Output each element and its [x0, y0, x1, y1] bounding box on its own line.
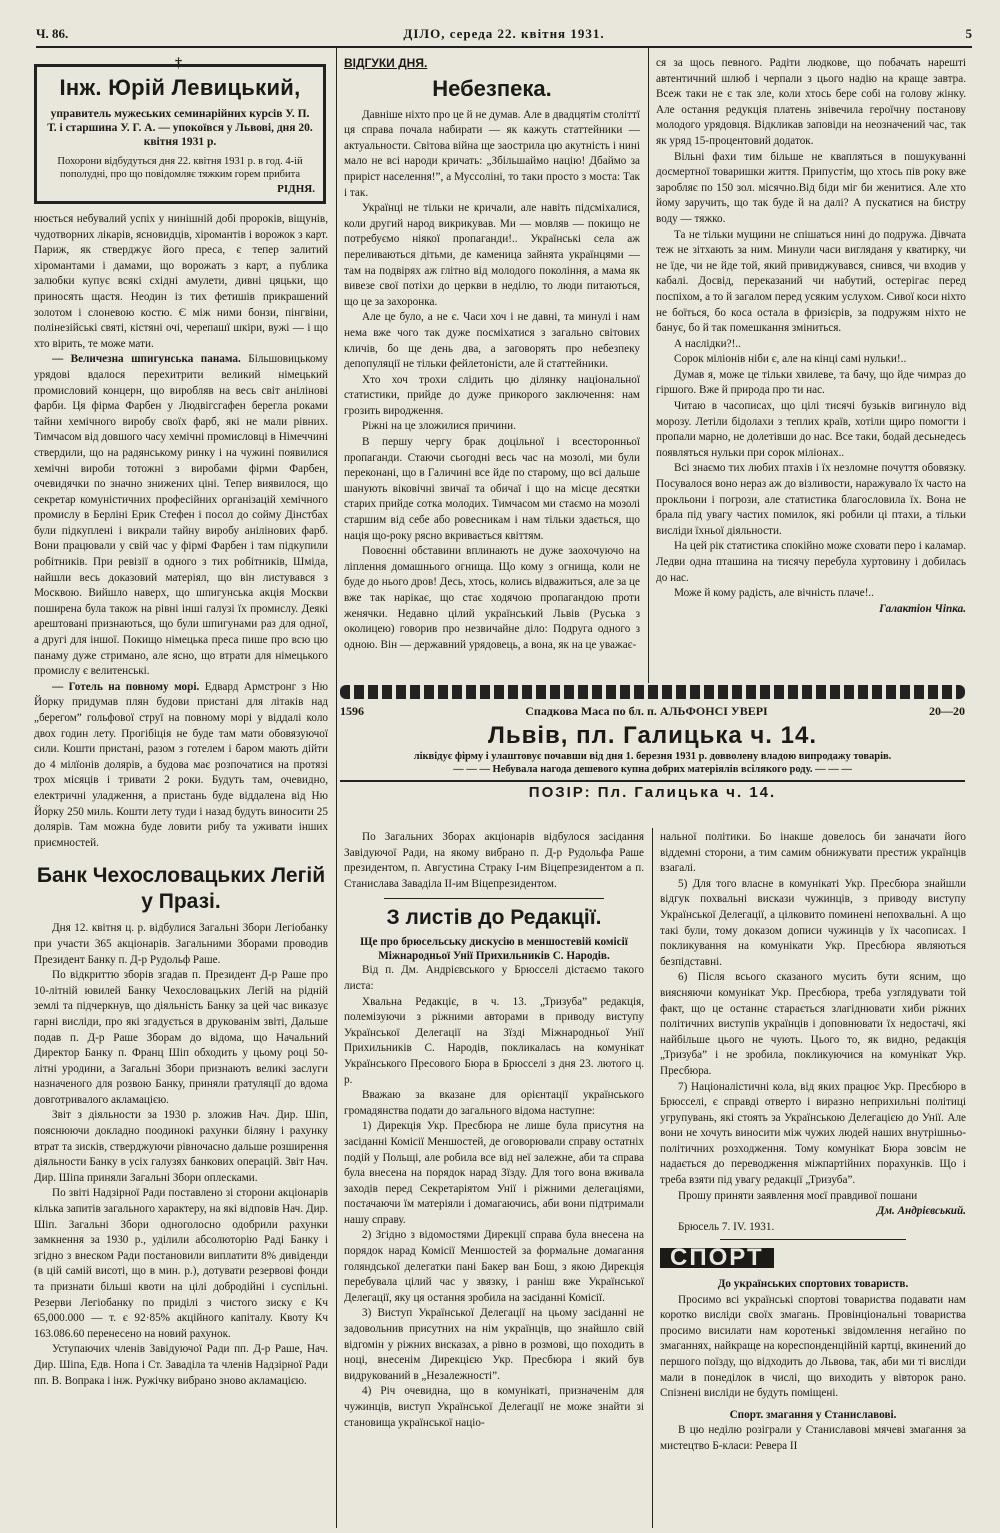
sport-subheadline: Спорт. змагання у Станиславові. [729, 1408, 897, 1421]
ornament-border [340, 685, 965, 699]
obituary-description: управитель мужеських семинарійних курсів У. П. Т. і старшина У. Г. А. — упокоївся у Львові, дня 20. квітня 1931 р. [47, 108, 313, 148]
article-paragraph: Українці не тільки не кричали, але навіть підсміхалися, коли другий народ викрикував. Ми — мовляв — покищо не потребуємо ніякої пропаганди!.. Українські села аж переливаються дітьми, де каменица зайнята українцями — там на подвірях аж глітно від молодого покоління, а мама як вивезе свої потіхи до церкви в неділю, то люди питаються, що це за захоронка. [344, 202, 640, 308]
article-paragraph: 5) Для того власне в комунікаті Укр. Пресбюра знайшли відгук похвальні вискази чужинців, з приводу виступу Української Делегації, а цілковито поминені непохвальні. А що такі були, тому доказом допиcи чужинців у їх часописах. І покликування на комунікати Укр. Пресбюра являються безпідставні. [660, 877, 966, 968]
article-paragraph: Читаю в часописах, що цілі тисячі бузьків вигинуло від морозу. Летіли бідолахи з теплих країв, хотіли щиро помогти і пропали марно, не долетівши до нас. Все таки, бодай десьнедесь появляться нульки при сорок міліонах.. [656, 400, 966, 459]
article-paragraph: Ріжні на це зложилися причини. [362, 420, 516, 433]
page-number: 5 [965, 26, 972, 41]
advertisement [340, 685, 965, 825]
news-headline: — Величезна шпигунська панама. [52, 353, 241, 366]
obituary-name: Інж. Юрій Левицький, [59, 75, 301, 100]
column-rule [648, 48, 649, 683]
article-paragraph: 4) Річ очевидна, що в комунікаті, призначенім для чужинців, виступ Української Делегації не може знайти зі становища української націо- [344, 1385, 644, 1429]
article-paragraph: По Загальних Зборах акціонарів відбулося засідання Завідуючої Ради, на якому вибрано п. Д-р Рудольфа Раше президентом, п. Августина Страку І-им Віцепрезидентом а п. Станислава Заваділа ІІ-им Віцепрезидентом. [344, 831, 644, 890]
article-paragraph: Дня 12. квітня ц. р. відбулися Загальні Збори Легіобанку при участи 365 акціонарів. Загальними Зборами проводив Президент Банку п. Д-р Рудольф Раше. [34, 922, 328, 966]
article-paragraph: нальної політики. Бо інакше довелось би заначати його віддемні сторони, а тим самим обнижувати престиж українців взагалі. [660, 831, 966, 875]
article-paragraph: 7) Націоналістичні кола, від яких працює Укр. Пресбюро в Брюсселі, є справді отверто і виразно неприхильні політиці угрупувань, які стоять за Українською Делегацією до Унії. Але вони не хочуть виносити між чужих людей наших внутрішньо-політичних розходження. Тому комунікат Бюра зовсім не надається до переводження міжпартійних порахунків. Що і треба взяти під увагу редакції „Тризуба”. [660, 1080, 966, 1187]
article-paragraph: А наслідки?!.. [674, 337, 741, 350]
article-paragraph: 1) Дирекція Укр. Пресбюра не лише була присутня на засіданні Комісії Меншостей, де оговорювали справу остатніх подій у Польщі, але робила все від неї залежне, аби та справа була внесена на порядок нарад Зїзду. Для того вона вживала заходів перед Секретаріятом Унії і ріжними делегаціями, постачаючи їм матеріяли і домагаючись, аби вони підтримали нашу справу. [344, 1120, 644, 1226]
column-1 [34, 212, 328, 1528]
article-paragraph: Уступаючих членів Завідуючої Ради пп. Д-р Раше, Нач. Дир. Шіпа, Едв. Нопа і Ст. Заваділа та членів Надзірної Ради пп. В. Вопрака і інж. Ружічку вибрано зново акламацією. [34, 1343, 328, 1387]
ad-line-2: — — — Небувала нагода дешевого купна добрих матеріялів всілякого роду. — — — [453, 764, 852, 775]
article-paragraph: В першу чергу брак доцільної і всесторонньої пропаганди. Стаючи сьогодні весь час на мозолі, ми були переконані, що в Галичині все йде по старому, що всі дальше шанують віковічні звичаї та обичаї і що на місце десятки старих прийде сотка молодих. Тимчасом ми стаємо на мозолі старшим від себе або ровесникам і нам тільки здається, що нація що-року рясно вкривається квіттям. [344, 436, 640, 542]
article-paragraph: 6) Після всього сказаного мусить бути ясним, що виясняючи комунікат Укр. Пресбюра, треба узглядувати той факт, що це останнє старається злагіднювати хиби ріжних політичних виступів українців і доповнювати їх недостачі, які найбільше цього не чують. Цього то, як видно, редакція „Тризуба” і не зробила, покликуючися на комунікат Укр. Пресбюра. [660, 971, 966, 1077]
article-paragraph: 3) Виступ Української Делегації на цьому засіданні не задовольнив присутних на нім українців, що знайшло свій відгомін у ріжних висказах, а рівно в розмові, що походить в ноці, внесенім Дирекцією Укр. Пресбюра і який був видрукований в „Незалежності”. [344, 1307, 644, 1382]
sport-section-title: СПОРТ [660, 1248, 774, 1268]
article-paragraph: Едвард Армстронг з Ню Йорку придумав плян будови пристані для літаків над „берегом” гольфової струї на повному морі у віддалі коло двох годин лету. Прогібіція не буде там мати обовязуючої сили. Кошти пристані, разом з готелем і баром мають дійти до 4 мілїонів долярів, а будова має розпочатися на протязі трох місяців і тривати 2 роки. Будуть там, очевидно, електричні уладження, а пристань буде віддалена від Ню Йорку 250 миль. Кошти лету туди і назад будуть виносити 25 долярів. Там можна буде ловити рибу та уживати інших приємностей. [34, 680, 328, 849]
masthead-date: ДІЛО, середа 22. квітня 1931. [403, 26, 605, 41]
article-paragraph: По відкриттю зборів згадав п. Президент Д-р Раше про 10-літній ювилей Банку Чехословацьких Легій на рідній землі та підчеркнув, що діяльність Банку за цей час виказує гарні висліди, про які згадується в друкованім звіті, Дальше подав п. Д-р Раше Зборам до відома, що Начальний Директор Банку п. Франц Шіп обходить у цьому році 50-літні уродини, а Загальні Збори признають великі заслуги назначеного для розвою Банку, приняли ґратуляції до вдома довготривалого акламацією. [34, 969, 328, 1106]
article-paragraph: 2) Згідно з відомостями Дирекції справа була внесена на порядок нарад Комісії Меншостей за формальне домагання голяндської делегатки пані Бакер ван Бош, з якою Дирекція перебувала цілий час у звязку, і раніш вже Української Делегації, яку ця остання зробила на засіданні Комісії. [344, 1229, 644, 1304]
page-header [36, 20, 972, 48]
cross-symbol: † [175, 56, 182, 71]
author-signature: Дм. Андрієвський. [876, 1205, 966, 1218]
obituary-box [34, 64, 326, 204]
article-paragraph: На цей рік статистика спокійно може сховати перо і каламар. Ледви одна пташина на тисячу перебула хуртовину і добилась до нас. [656, 540, 966, 584]
article-paragraph: Хто хоч трохи слідить цю ділянку національної статистики, прийде до дуже прикорого заключення: нам грозить виродження. [344, 373, 640, 417]
obituary-signature: РІДНЯ. [277, 183, 315, 195]
article-paragraph: Вважаю за вказане для орієнтації українського громадянства подати до загального відома наступне: [344, 1089, 644, 1117]
article-paragraph: Більшовицькому урядові вдалося перехитрити великий німецький промисловий концерн, що виробляв на весь світ анілінові фарби. Ця фірма Фарбен у Людвігсгафен берегла роками тайни хемічного виробу своїх фарб, які не мали рівних. Тимчасом від довшого часу хемічні промисловці в Німеччині ствердили, що на радянському ринку і на чужині появилися хемічні вироби тотожні з виробами фірми Фарбен, очевидячки по значно знижених ціні. Тепер виявилося, що секретар комуністичних професійних організацій хемічного промислу в Берліні Ерик Стефен і посол до сойму Дінстбах були підкуплені і викрали тайну виробу анілінових фарб. Вони працювали у свій час у фірмі Фарбен і там підкупили робітників. При ревізії в одного з тих робітників, Шміда, найшли весь доказовий матеріял, що він листувався з Москвою. Вийшло наверх, що шпигунська акція Москви поширена була також на рівні інші галузі їх промислу. Деякі арештовані признаються, що були шпигунами раз для одної, а другі для іншої. Покищо німецька преса пише про всю цю панаму дуже стримано, але ясно, що втрати для німецького промислу є велитенські. [34, 353, 328, 678]
news-headline: — Готель на повному морі. [52, 680, 200, 693]
ad-notice: ПОЗІР: Пл. Галицька ч. 14. [340, 780, 965, 801]
article-paragraph: ся за щось певного. Радіти людкове, що побачать нарешті автентичний шлюб і черпали з цього надію на краще завтра. Всеж таки не є так зле, коли хтось бере собі на голову жінку. Але остання редукція платень знівечила героїчну постанову молодого урядовця. Відкликав заповіди на неозначений час, так як уряд 15-процентовий додаток. [656, 57, 966, 147]
article-paragraph: Думав я, може це тільки хвилеве, та бачу, що йде чимраз до гіршого. Вже й природа про ти нас. [656, 368, 966, 397]
bank-article-title [34, 863, 328, 915]
article-paragraph: Але це було, а не є. Часи хоч і не давні, та минулі і нам нема вже чого так дуже посміхатися з загально світових кличів, бо ще день два, а заговорять про небезпеку депопуляції не тільки фейлетоністи, але й статтейники. [344, 311, 640, 371]
author-signature: Галактіон Чіпка. [879, 602, 966, 615]
letters-subtitle: Ще про брюсельську дискусію в меншостевій комісії Міжнародньої Унії Прихильників С. Народів. [360, 936, 628, 963]
ad-estate: Спадкова Маса по бл. п. АЛЬФОНСІ УВЕРІ [525, 704, 768, 718]
column-5 [660, 830, 966, 1528]
ad-reference: 20—20 [929, 704, 965, 718]
section-kicker: ВІДГУКИ ДНЯ. [344, 56, 428, 70]
ad-line-1: ліквідує фірму і улаштовує почавши від дня 1. березня 1931 р. довволену владою випродажу товарів. [413, 751, 892, 762]
letters-title: З листів до Редакції. [386, 906, 602, 930]
column-4 [344, 830, 644, 1528]
ad-number: 1596 [340, 704, 364, 718]
obituary-funeral: Похорони відбудуться дня 22. квітня 1931 р. в год. 4-ій пополудні, про що повідомляє тяжким горем прибита [57, 156, 303, 180]
article-paragraph: Від п. Дм. Андрієвського у Брюсселі дістаємо такого листа: [344, 964, 644, 992]
column-rule [336, 48, 337, 1528]
issue-number: Ч. 86. [36, 26, 69, 41]
bank-title-line-2: у Празі. [141, 890, 221, 914]
ad-address: Львів, пл. Галицька ч. 14. [488, 722, 817, 749]
article-paragraph: нюється небувалий успіх у нинішній добі пророків, віщунів, чудотворних лікарів, ясновидців, хіромантів і ворожок з карт. Париж, як стверджує його преса, є тепер залитий хіромантами і дамами, що ворожать з карт, а публика залюбки купує всякі східні амулети, дивні цяцьки, що приносять щастя. Неодин із тих фетишів прикрашений золотом і слоневою костю. Є між ними бонзи, пінгвіни, полінезійські святі, кістяні очі, черепашї шкіри, вужі — і що хто вірить, те може мати. [34, 213, 328, 350]
article-paragraph: Повоєнні обставини вплинають не дуже заохочуючо на ліплення домашнього огнища. Що кому з огнища, коли не буде до нього дров! Десь, хтось, колись відважиться, але за це вже так нарікає, що стає ходячою пропагандою проти женячки. Недавно цілий український Львів (Руська з околицею) говорив про незвичайне діло: Подруга одного з одною. Він — державний урядовець, а вона, як на це уважає- [344, 545, 640, 651]
article-paragraph: В цю неділю розіграли у Станиславові мячеві змагання за мистецтво Б-класи: Ревера ІІ [660, 1424, 966, 1452]
article-paragraph: Всі знаємо тих любих птахів і їх незломне почуття обовязку. Посувалося воно нераз аж до візливости, наражувало їх часто на прокльони і погрози, але статистика благословила їх. Вона не брала під увагу частих помилок, які робили ці птахи, а тільки висліди їхньої діяльности. [656, 462, 966, 537]
column-2 [344, 56, 640, 681]
sport-subtitle: До українських спортових товариств. [717, 1278, 909, 1291]
article-paragraph: Прошу приняти заявлення моєї правдивої пошани [678, 1189, 918, 1202]
letter-date: Брюсель 7. IV. 1931. [678, 1220, 775, 1233]
column-3 [656, 56, 966, 681]
article-paragraph: Вільні фахи тим більше не квапляться в пошукуванні досмертної товаришки життя. Припустім, що хтось пів року вже заробляє по 150 зол. місячно.Від біди міг би женитися. Але хто йому заручить, що так буде й на далі? А пускатися на бистру воду — тяжко. [656, 150, 966, 225]
article-paragraph: Хвальна Редакціє, в ч. 13. „Тризуба” редакція, полемізуючи з ріжними авторами в приводу виступу Української Делегації на Зїзді Міжнародньої Унії Прихильників С. Народів, покликалась на комунікат Українського Пресового Бюра в Брюсселі з дня 23. лютого ц. р. [344, 995, 644, 1086]
article-paragraph: Сорок міліонів ніби є, але на кінці самі нульки!.. [674, 353, 907, 366]
article-paragraph: Давніше ніхто про це й не думав. Але в двадцятім століттї ця справа почала набирати — як кажуть статтейники — актуальности. Світова війна ще заострила цю акутність і нині мало не всі народи кричать: „Збільшаймо націю! Дбаймо за приріст населення!”, а Муссоліні, то таки просто з моста: Так і так. [344, 108, 640, 199]
article-paragraph: Може й кому радість, але вічність плаче!.. [674, 587, 875, 600]
article-paragraph: Звіт з діяльности за 1930 р. зложив Нач. Дир. Шіп, пояснюючи докладно поодинокі рахунки біляну і рахунку втрат та зисків, стверджуючи рівночасно дальше розширення діяльности Банку в усіх галузях банкових операцій. Звіт Нач. Дир. Шіпа приняли Загальні Збори оплесками. [34, 1109, 328, 1184]
article-paragraph: По звіті Надзірної Ради поставлено зі сторони акціонарів кілька запитів загального характеру, на які відповів Нач. Дир. Шіп. Загальні Збори одноголосно одобрили рахунки замкнення за 1930 р., уділили абсолюторію Раді Банку і згідно з внеском Ради постановили виплатити 8% дивіденди (в цій самій висоті, що в мин. р.), дотувати резервові фонди та признати більші квоти на цілі добродійні і суспільні. Резерви Легіобанку по приділі з чистого зиску є Кч 65,000.000 — т. є 92·85% акційного капіталу. Квоту Кч 163.086.60 перенесено на новий рахунок. [34, 1187, 328, 1340]
ad-header-row [340, 704, 965, 719]
article-paragraph: Та не тільки мущини не спішаться нині до подружа. Дівчата теж не зітхають за ним. Минули часи вигляданя у кватирку, чи не їде, чи не йде той, який привиджувався, снився, чи входив у кабалі. Досвід, переказаний чи набутий, остерігає перед поспіхом, а то й загалом перед усяким услухом. Сивої коси ніхто не боїться, бо коса остала в фризієрів, за подружям ніхто не банує, бо й так помешкання зміниться. [656, 228, 966, 335]
column-rule [652, 828, 653, 1528]
bank-title-line-1: Банк Чехословацьких Легій [36, 864, 326, 888]
article-paragraph: Просимо всі українські спортові товариства подавати нам коротко висліди своїх змагань. Провінціональні товариства просимо висилати нам коротенькі звідомлення негайно по змаганнях, найкраще на кореспонденційній картці, вкинений до першого поїзду, що відходить до Львова, так, аби ми ті висліди мали в понеділок в числі, що виходить у вівторок рано. Спізнені висліди не будуть поміщені. [660, 1293, 966, 1400]
article-title: Небезпека. [432, 75, 552, 101]
